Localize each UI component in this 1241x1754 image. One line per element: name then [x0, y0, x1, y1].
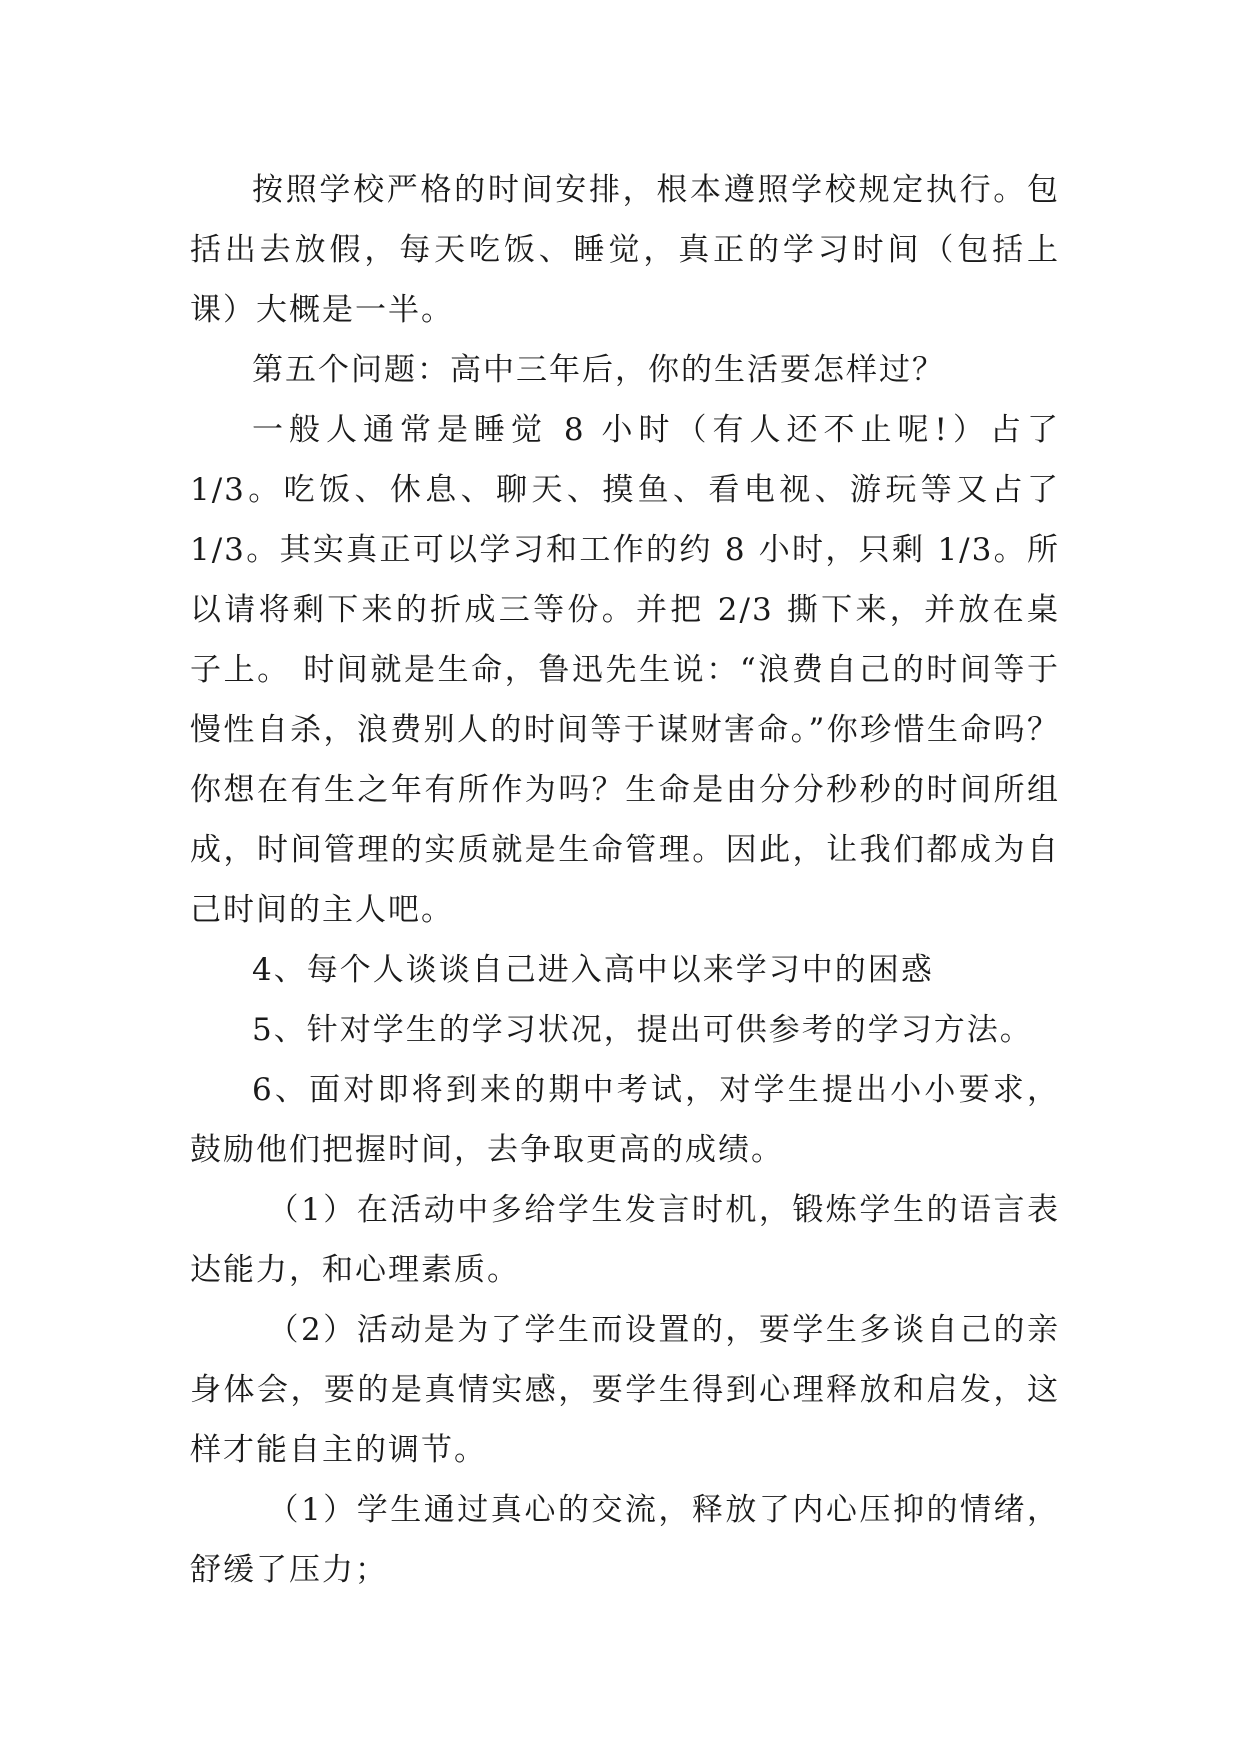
paragraph-question-five: 第五个问题：高中三年后，你的生活要怎样过？ [252, 352, 945, 388]
paragraph-result-1: （1）学生通过真心的交流，释放了内心压抑的情绪，舒缓了压力； [190, 1492, 1060, 1588]
paragraph-schedule: 按照学校严格的时间安排，根本遵照学校规定执行。包括出去放假，每天吃饭、睡觉，真正的学习时间（包括上课）大概是一半。 [190, 172, 1060, 328]
paragraph-item-5: 5、针对学生的学习状况，提出可供参考的学习方法。 [252, 1012, 1033, 1048]
paragraph-item-6: 6、面对即将到来的期中考试，对学生提出小小要求，鼓励他们把握时间，去争取更高的成绩。 [190, 1072, 1060, 1168]
body-text [190, 160, 1060, 1600]
paragraph-item-4: 4、每个人谈谈自己进入高中以来学习中的困惑 [252, 952, 934, 988]
paragraph-time-management: 一般人通常是睡觉 8 小时（有人还不止呢!）占了 1/3。吃饭、休息、聊天、摸鱼、看电视、游玩等又占了 1/3。其实真正可以学习和工作的约 8 小时，只剩 1/3。所以请将剩下来的折成三等份。并把 2/3 撕下来，并放在桌子上。 时间就是生命，鲁迅先生说：“浪费自己的时间等于慢性自杀，浪费别人的时间等于谋财害命。”你珍惜生命吗？你想在有生之年有所作为吗？生命是由分分秒秒的时间所组成，时间管理的实质就是生命管理。因此，让我们都成为自己时间的主人吧。 [190, 412, 1060, 928]
paragraph-note-1: （1）在活动中多给学生发言时机，锻炼学生的语言表达能力，和心理素质。 [190, 1192, 1060, 1288]
paragraph-note-2: （2）活动是为了学生而设置的，要学生多谈自己的亲身体会，要的是真情实感，要学生得到心理释放和启发，这样才能自主的调节。 [190, 1312, 1060, 1468]
